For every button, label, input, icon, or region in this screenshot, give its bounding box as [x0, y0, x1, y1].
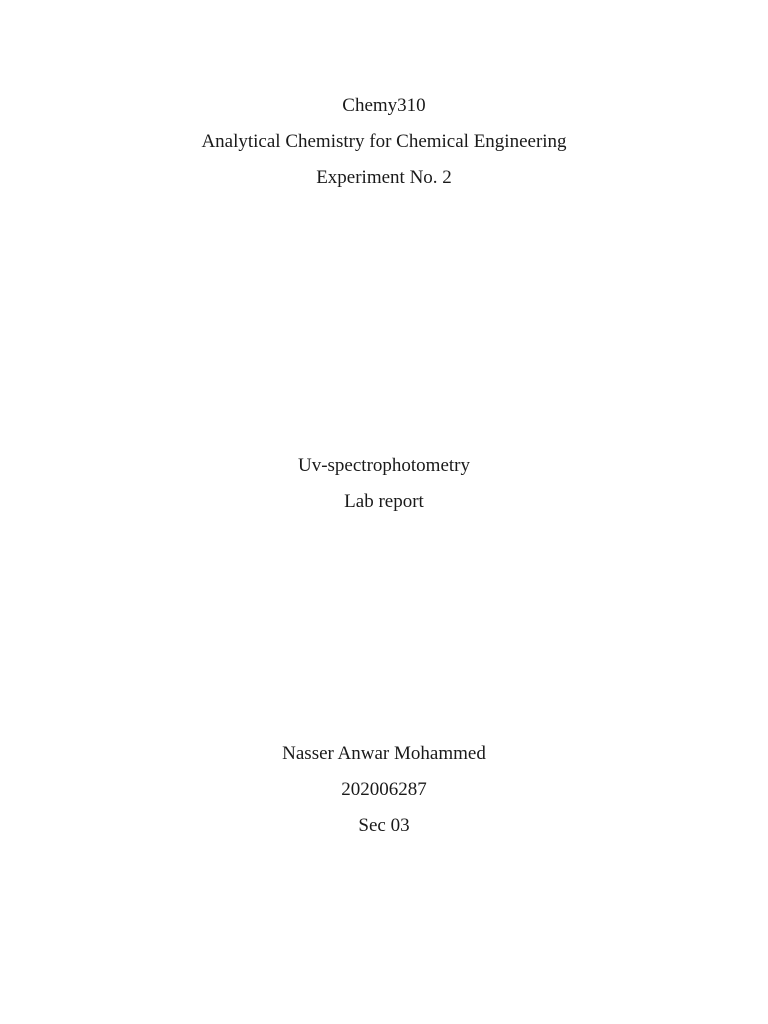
author-name: Nasser Anwar Mohammed — [282, 743, 486, 764]
report-type: Lab report — [344, 491, 424, 512]
experiment-number: Experiment No. 2 — [316, 167, 452, 188]
section-number: Sec 03 — [358, 815, 410, 836]
student-id: 202006287 — [341, 779, 427, 800]
report-topic: Uv-spectrophotometry — [297, 455, 470, 476]
course-code: Chemy310 — [342, 95, 426, 116]
course-name: Analytical Chemistry for Chemical Engineering — [201, 131, 567, 152]
